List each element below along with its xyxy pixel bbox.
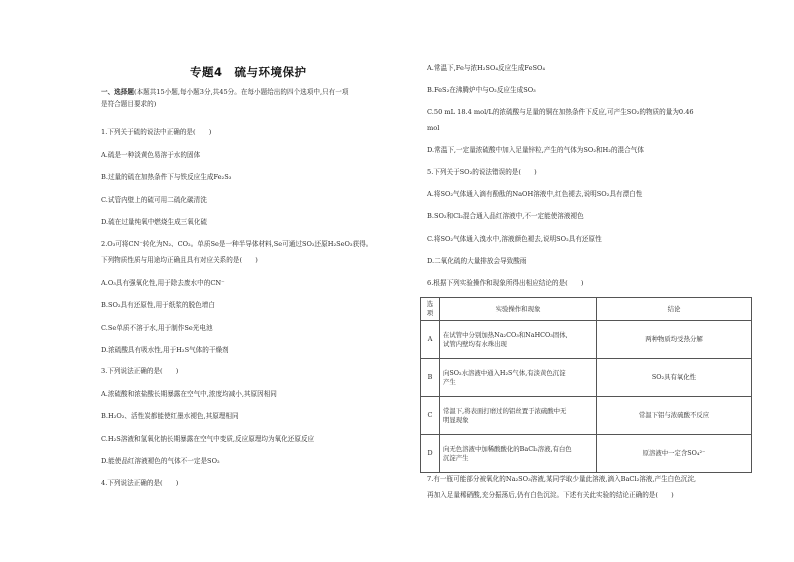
q7-stem-2: 再加入足量稀硝酸,充分振荡后,仍有白色沉淀。下述有关此实验的结论正确的是( )	[427, 491, 674, 499]
table-cell-action	[440, 435, 597, 473]
q1-stem: 1.下列关于硫的说法中正确的是( )	[101, 128, 212, 136]
action-line-1: 常温下,将表面打磨过的铝丝置于浓硫酸中无	[443, 406, 567, 415]
table-cell-action	[440, 321, 597, 359]
q4-option-d: D.常温下,一定量浓硫酸中加入足量锌粒,产生的气体为SO₂和H₂的混合气体	[427, 146, 644, 154]
table-cell-option: A	[421, 321, 440, 359]
section-text-1: (本题共15小题,每小题3分,共45分。在每小题给出的四个选项中,只有一项	[133, 88, 349, 96]
q2-option-c: C.Se单质不溶于水,用于制作Se光电池	[101, 324, 213, 332]
table-row	[421, 435, 752, 473]
table-header-conclusion: 结论	[597, 298, 752, 321]
q6-table	[420, 297, 752, 473]
q1-option-b: B.过量的硫在加热条件下与铁反应生成Fe₂S₃	[101, 173, 232, 181]
action-line-1: 向SO₂水溶液中通入H₂S气体,有淡黄色沉淀	[443, 368, 566, 377]
action-line-1: 在试管中分别加热Na₂CO₃和NaHCO₃固体,	[443, 330, 568, 339]
q3-stem: 3.下列说法正确的是( )	[101, 367, 179, 375]
table-cell-conclusion: 常温下铝与浓硫酸不反应	[597, 397, 752, 435]
q4-option-c-2: mol	[427, 124, 440, 132]
q5-option-b: B.SO₂和Cl₂混合通入品红溶液中,不一定能使溶液褪色	[427, 212, 584, 220]
q2-stem-1: 2.O₃可将CN⁻转化为N₂、CO₂。单质Se是一种半导体材料,Se可通过SO₂还原H₂SeO₃获得。	[101, 240, 373, 248]
q4-option-b: B.FeS₂在沸腾炉中与O₂反应生成SO₃	[427, 86, 536, 94]
q3-option-c: C.H₂S溶液和氢氧化钠长期暴露在空气中变质,反应原理均为氧化还原反应	[101, 435, 315, 443]
section-heading	[101, 88, 348, 97]
table-header-row	[421, 298, 752, 321]
table-cell-action	[440, 359, 597, 397]
q2-option-a: A.O₃具有强氧化性,用于除去废水中的CN⁻	[101, 279, 225, 287]
q3-option-b: B.H₂O₂、活性炭都能使红墨水褪色,其原理相同	[101, 412, 239, 420]
table-header-option: 选项	[421, 298, 440, 321]
action-line-2: 沉淀产生	[443, 453, 469, 462]
table-cell-option: D	[421, 435, 440, 473]
section-label: 一、选择题	[101, 88, 134, 96]
table-cell-conclusion: 原溶液中一定含SO₄²⁻	[597, 435, 752, 473]
table-header-action: 实验操作和现象	[440, 298, 597, 321]
q1-option-c: C.试管内壁上的硫可用二硫化碳清洗	[101, 196, 207, 204]
action-line-2: 明显现象	[443, 415, 469, 424]
table-row	[421, 397, 752, 435]
q4-option-a: A.常温下,Fe与浓H₂SO₄反应生成FeSO₄	[427, 64, 546, 72]
table-cell-conclusion: SO₂具有氧化性	[597, 359, 752, 397]
q5-option-d: D.二氧化硫的大量排放会导致酸雨	[427, 257, 527, 265]
q1-option-a: A.硫是一种淡黄色易溶于水的固体	[101, 151, 201, 159]
q2-option-b: B.SO₂具有还原性,用于纸浆的脱色增白	[101, 301, 215, 309]
table-row	[421, 321, 752, 359]
q5-option-c: C.将SO₂气体通入溴水中,溶液颜色褪去,说明SO₂具有还原性	[427, 235, 602, 243]
q5-option-a: A.将SO₂气体通入滴有酚酞的NaOH溶液中,红色褪去,说明SO₂具有漂白性	[427, 190, 643, 198]
q7-stem-1: 7.有一瓶可能部分被氧化的Na₂SO₃溶液,某同学取少量此溶液,滴入BaCl₂溶液,产生白色沉淀,	[427, 475, 697, 483]
q2-option-d: D.浓硫酸具有吸水性,用于H₂S气体的干燥剂	[101, 346, 229, 354]
section-text-2: 是符合题目要求的)	[101, 100, 157, 108]
q1-option-d: D.硫在过量纯氧中燃烧生成三氧化硫	[101, 218, 208, 226]
q4-stem: 4.下列说法正确的是( )	[101, 479, 179, 487]
q3-option-d: D.能使品红溶液褪色的气体不一定是SO₂	[101, 457, 220, 465]
page-title: 专题4 硫与环境保护	[190, 65, 307, 79]
q3-option-a: A.浓硫酸和浓盐酸长期暴露在空气中,浓度均减小,其原因相同	[101, 390, 277, 398]
q5-stem: 5.下列关于SO₂的说法错误的是( )	[427, 168, 537, 176]
table-cell-option: B	[421, 359, 440, 397]
action-line-2: 试管内壁均有水珠出现	[443, 339, 507, 348]
action-line-1: 向无色溶液中加稀酸酸化的BaCl₂溶液,有白色	[443, 444, 572, 453]
action-line-2: 产生	[443, 377, 456, 386]
q4-option-c-1: C.50 mL 18.4 mol/L的浓硫酸与足量的铜在加热条件下反应,可产生SO₂的物质的量为0.46	[427, 108, 694, 116]
q6-stem: 6.根据下列实验操作和现象所得出相应结论的是( )	[427, 279, 584, 287]
table-cell-option: C	[421, 397, 440, 435]
table-cell-conclusion: 两种物质均受热分解	[597, 321, 752, 359]
table-row	[421, 359, 752, 397]
table-cell-action	[440, 397, 597, 435]
q2-stem-2: 下列物质性质与用途均正确且具有对应关系的是( )	[101, 256, 258, 264]
